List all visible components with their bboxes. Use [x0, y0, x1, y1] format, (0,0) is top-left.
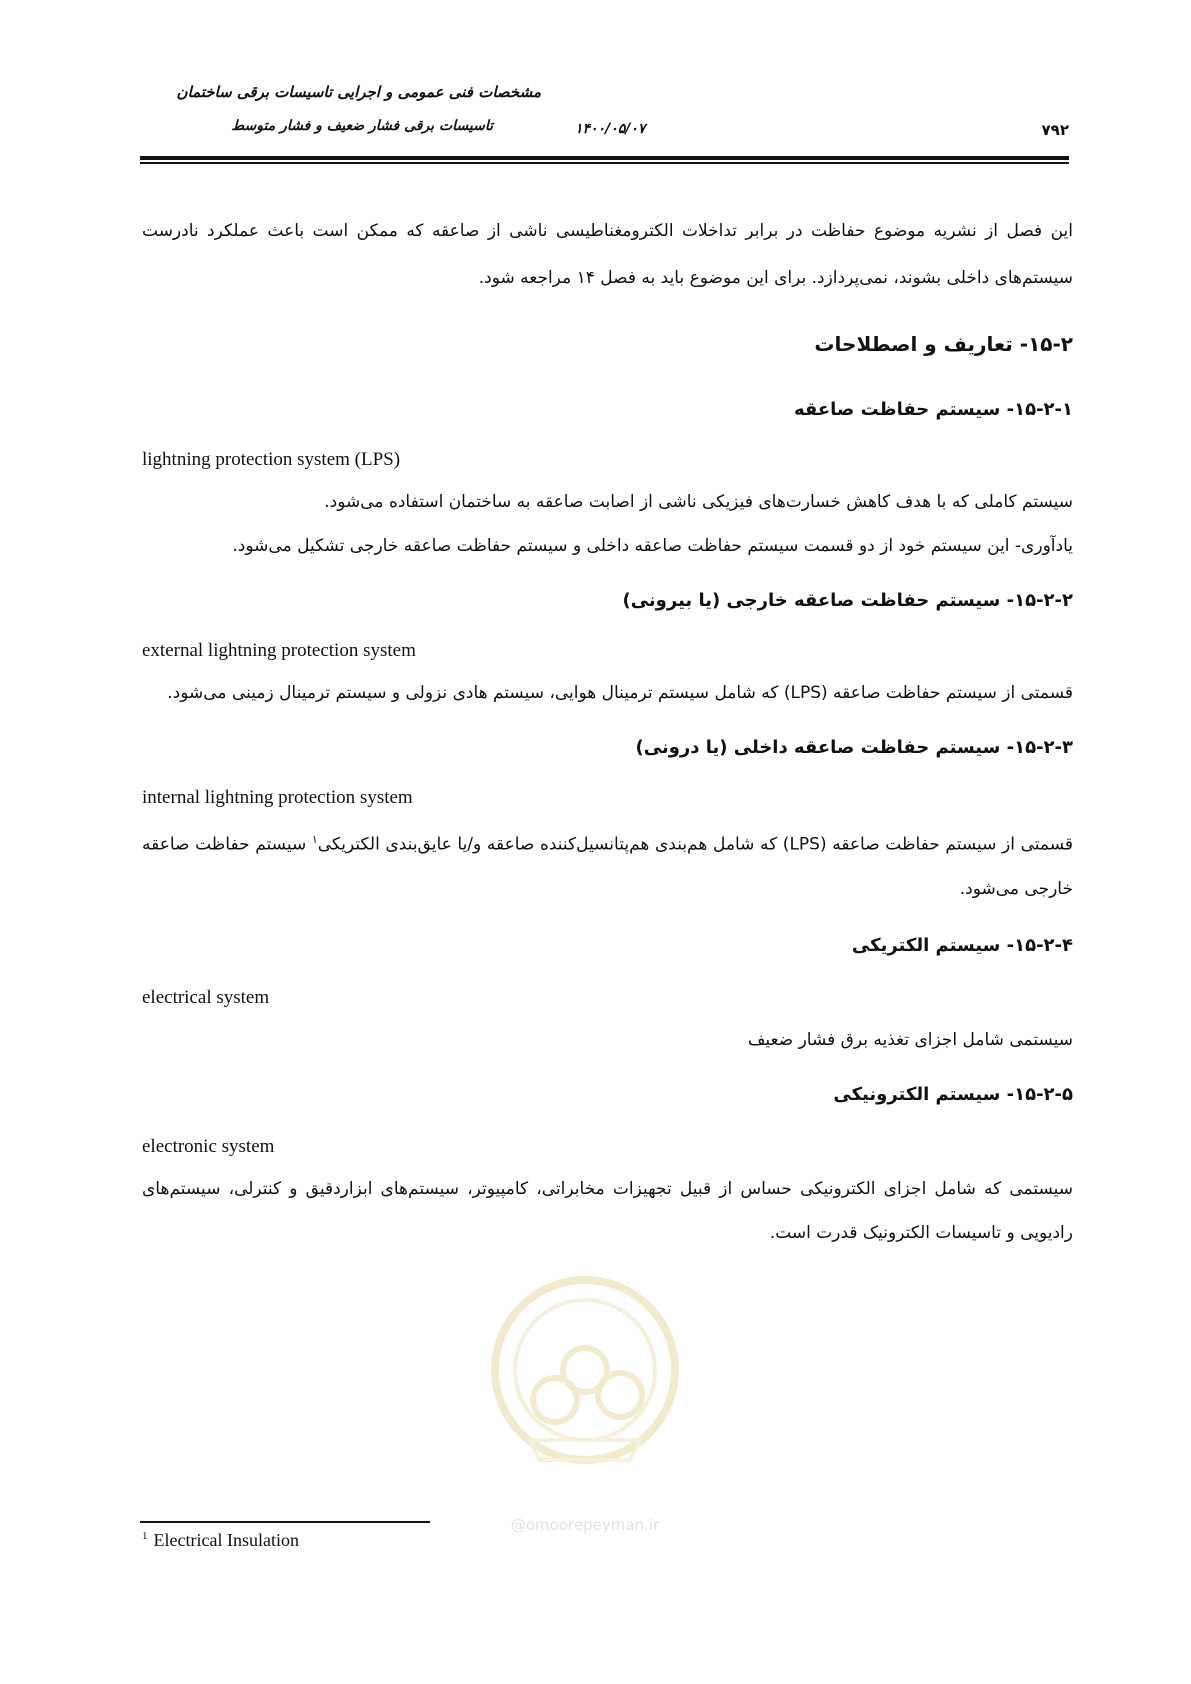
- definition-english-5: electronic system: [142, 1135, 275, 1157]
- watermark-logo: [480, 1250, 690, 1540]
- definition-note-1: یادآوری- این سیستم خود از دو قسمت سیستم حفاظت صاعقه داخلی و سیستم حفاظت صاعقه خارجی تشکیل می‌شود.: [232, 536, 1073, 556]
- footnote-number: 1: [142, 1530, 148, 1542]
- footnote: [142, 1530, 299, 1551]
- document-date: ۱۴۰۰/۰۵/۰۷: [575, 121, 646, 137]
- watermark-text: @omoorepeyman.ir: [510, 1516, 660, 1534]
- page-number: ۷۹۲: [1041, 121, 1069, 139]
- definition-body-4: سیستمی شامل اجزای تغذیه برق فشار ضعیف: [747, 1029, 1073, 1050]
- definition-english-4: electrical system: [142, 986, 270, 1008]
- footnote-marker: ۱: [311, 833, 318, 846]
- definition-heading-2: ۱۵-۲-۲- سیستم حفاظت صاعقه خارجی (یا بیرونی): [622, 590, 1073, 611]
- footnote-text: Electrical Insulation: [153, 1530, 299, 1550]
- definition-body-3-start: قسمتی از سیستم حفاظت صاعقه (LPS) که شامل هم‌بندی هم‌پتانسیل‌کننده صاعقه و/یا عایق‌بندی الکتریکی: [317, 834, 1073, 855]
- header-divider-thin: [140, 162, 1069, 164]
- definition-english-1: lightning protection system (LPS): [142, 449, 401, 470]
- definition-body-3: [142, 818, 1073, 911]
- intro-paragraph: این فصل از نشریه موضوع حفاظت در برابر تداخلات الکترومغناطیسی ناشی از صاعقه که ممکن است باعث عملکرد نادرست سیستم‌های داخلی بشوند، نمی‌پردازد. برای این موضوع باید به فصل ۱۴ مراجعه شود.: [142, 221, 1073, 288]
- definition-body-2: قسمتی از سیستم حفاظت صاعقه (LPS) که شامل سیستم ترمینال هوایی، سیستم هادی نزولی و سیستم ترمینال زمینی می‌شود.: [167, 683, 1073, 703]
- definition-heading-5: ۱۵-۲-۵- سیستم الکترونیکی: [833, 1083, 1073, 1105]
- definition-heading-1: ۱۵-۲-۱- سیستم حفاظت صاعقه: [793, 399, 1073, 420]
- watermark-seal-icon: [480, 1250, 690, 1540]
- section-heading: ۱۵-۲- تعاریف و اصطلاحات: [814, 332, 1073, 356]
- definition-heading-3: ۱۵-۲-۳- سیستم حفاظت صاعقه داخلی (یا درونی): [635, 737, 1073, 758]
- definition-body-3-end: سیستم حفاظت صاعقه خارجی می‌شود.: [142, 834, 1073, 899]
- definition-english-3: internal lightning protection system: [142, 787, 413, 808]
- document-subtitle: تاسیسات برقی فشار ضعیف و فشار متوسط: [231, 118, 493, 134]
- document-title: مشخصات فنی عمومی و اجرایی تاسیسات برقی ساختمان: [176, 83, 541, 101]
- definition-body-1: سیستم کاملی که با هدف کاهش خسارت‌های فیزیکی ناشی از اصابت صاعقه به ساختمان استفاده می‌شود.: [324, 492, 1073, 512]
- definition-english-2: external lightning protection system: [142, 640, 416, 661]
- definition-body-5: سیستمی که شامل اجزای الکترونیکی حساس از قبیل تجهیزات مخابراتی، کامپیوتر، سیستم‌های ابزاردقیق و کنترلی، سیستم‌های رادیویی و تاسیسات الکترونیک قدرت است.: [142, 1178, 1073, 1243]
- header-divider-thick: [140, 156, 1069, 160]
- footnote-divider: [140, 1521, 430, 1523]
- definition-heading-4: ۱۵-۲-۴- سیستم الکتریکی: [851, 934, 1073, 956]
- page-body: [142, 208, 1073, 1255]
